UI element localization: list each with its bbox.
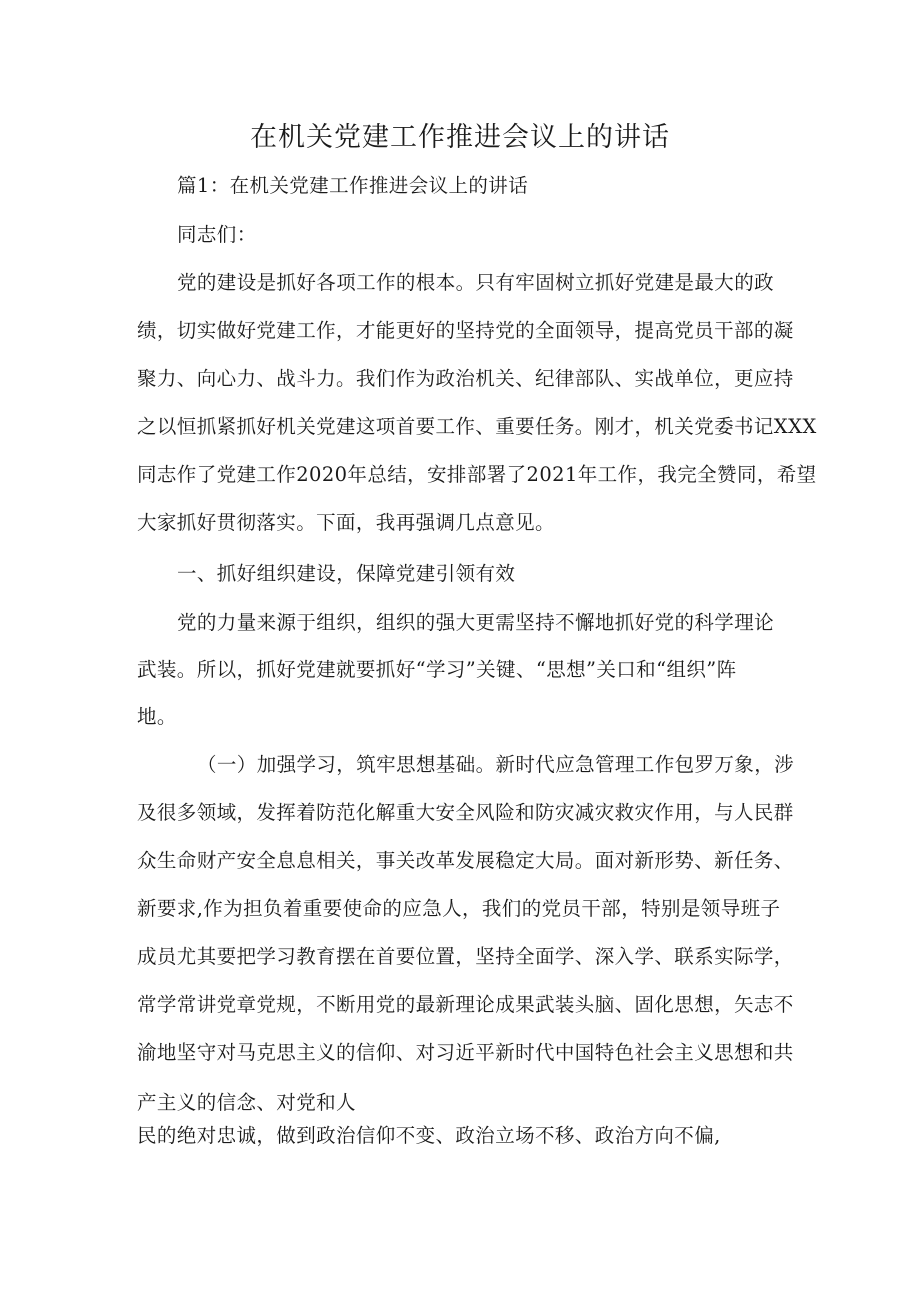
salutation: 同志们：	[177, 223, 257, 246]
paragraph-line: 党的建设是抓好各项工作的根本。只有牢固树立抓好党建是最大的政	[177, 271, 775, 294]
paragraph-line: 绩，切实做好党建工作，才能更好的坚持党的全面领导，提高党员干部的凝	[137, 319, 794, 342]
document-title: 在机关党建工作推进会议上的讲话	[250, 122, 670, 153]
paragraph-line: 之以恒抓紧抓好机关党建这项首要工作、重要任务。刚才，机关党委书记XXX	[137, 415, 817, 438]
subtitle: 篇1：在机关党建工作推进会议上的讲话	[177, 174, 529, 197]
paragraph-line: 民的绝对忠诚，做到政治信仰不变、政治立场不移、政治方向不偏,	[137, 1124, 721, 1147]
paragraph-line: 大家抓好贯彻落实。下面，我再强调几点意见。	[137, 511, 555, 534]
paragraph-line: 常学常讲党章党规，不断用党的最新理论成果武装头脑、固化思想，矢志不	[137, 993, 794, 1016]
paragraph-line: 渝地坚守对马克思主义的信仰、对习近平新时代中国特色社会主义思想和共	[137, 1041, 794, 1064]
paragraph-line: 同志作了党建工作2020年总结，安排部署了2021年工作，我完全赞同，希望	[137, 463, 817, 486]
paragraph-line: 成员尤其要把学习教育摆在首要位置，坚持全面学、深入学、联系实际学，	[137, 945, 794, 968]
paragraph-line: 新要求,作为担负着重要使命的应急人，我们的党员干部，特别是领导班子	[137, 897, 781, 920]
paragraph-line: 及很多领域，发挥着防范化解重大安全风险和防灾减灾救灾作用，与人民群	[137, 801, 794, 824]
paragraph-line: 产主义的信念、对党和人	[137, 1091, 356, 1114]
paragraph-line: 众生命财产安全息息相关，事关改革发展稳定大局。面对新形势、新任务、	[137, 849, 794, 872]
section-heading: 一、抓好组织建设，保障党建引领有效	[177, 562, 516, 585]
paragraph-line: （一）加强学习，筑牢思想基础。新时代应急管理工作包罗万象，涉	[197, 753, 795, 776]
paragraph-line: 聚力、向心力、战斗力。我们作为政治机关、纪律部队、实战单位，更应持	[137, 367, 794, 390]
paragraph-line: 武装。所以，抓好党建就要抓好“学习”关键、“思想”关口和“组织”阵	[137, 658, 737, 681]
paragraph-line: 地。	[137, 705, 177, 728]
paragraph-line: 党的力量来源于组织，组织的强大更需坚持不懈地抓好党的科学理论	[177, 611, 775, 634]
